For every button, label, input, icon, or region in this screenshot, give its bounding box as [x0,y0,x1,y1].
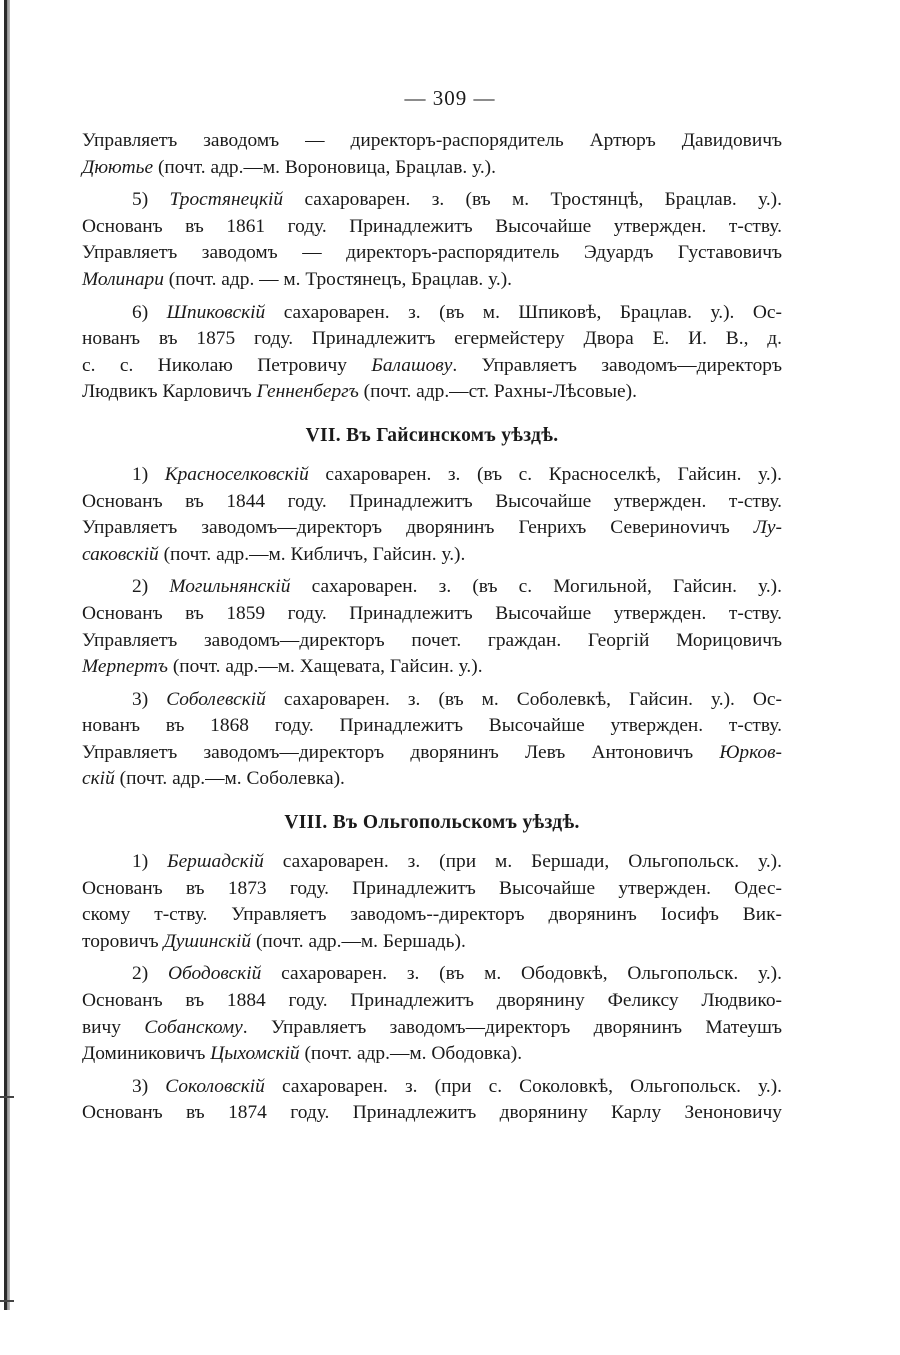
text-line [82,988,782,1015]
text-run: 2) [132,576,170,598]
italic-name: скій [82,768,115,790]
text-line [82,155,782,182]
text-run: . Управляетъ заводомъ—директоръ [452,354,783,376]
text-run: сахароварен. з. (при м. Бершади, Ольгопольск. у.). [263,851,782,873]
text-line [82,1041,782,1068]
italic-name: Ободовскій [167,963,262,985]
text-line [82,628,782,655]
text-line [82,601,782,628]
text-run: сахароварен. з. (при с. Соколовкѣ, Ольгопольск. у.). [264,1075,782,1097]
italic-name: Бершадскій [167,851,264,873]
text-line [82,240,782,267]
text-line [82,740,782,767]
text-run: 2) [132,963,168,985]
text-run: 6) [132,301,167,323]
italic-name: Цыхомскій [210,1043,300,1065]
italic-name: Соколовскій [165,1075,265,1097]
text-run: сахароварен. з. (въ с. Могильной, Гайсин. у.). [290,576,782,598]
text-line [82,128,782,155]
italic-name: саковскій [82,543,159,565]
binding-mark [0,1096,14,1098]
text-line [82,876,782,903]
text-run: сахароварен. з. (въ м. Соболевкѣ, Гайсин. у.). Ос- [265,688,782,710]
text-run: нованъ въ 1868 году. Принадлежитъ Высочайше утвержден. т-ству. [82,715,782,737]
text-line [82,654,782,681]
text-line [82,379,782,406]
text-run: (почт. адр.—м. Кибличъ, Гайсин. у.). [158,543,466,565]
italic-name: Генненбергъ [256,381,359,403]
text-run: сахароварен. з. (въ м. Шпиковѣ, Брацлав. у.). Ос- [265,301,782,323]
italic-name: Дюютье [82,156,154,178]
text-line [82,214,782,241]
italic-name: Красноселковскій [164,463,309,485]
text-line [82,353,782,380]
text-line [82,687,782,714]
text-run: Основанъ въ 1873 году. Принадлежитъ Высочайше утвержден. Одес- [82,877,782,899]
text-line [82,713,782,740]
text-run: 5) [132,189,170,211]
text-run: Основанъ въ 1859 году. Принадлежитъ Высочайше утвержден. т-ству. [82,602,782,624]
text-line [82,1015,782,1042]
italic-name: Шпиковскій [166,301,266,323]
text-run: сахароварен. з. (въ м. Ободовкѣ, Ольгопольск. у.). [261,963,782,985]
text-run: Людвикъ Карловичъ [82,381,257,403]
text-run: сахароварен. з. (въ с. Красноселкѣ, Гайсин. у.). [308,463,782,485]
italic-name: Мерпертъ [82,656,168,678]
text-run: . Управляетъ заводомъ—директоръ дворянинъ Матеушъ [242,1016,782,1038]
text-run: Управляетъ заводомъ—директоръ почет. граждан. Георгій Морицовичъ [82,629,782,651]
text-line [82,267,782,294]
text-line [82,929,782,956]
text-run: (почт. адр.—м. Ободовка). [299,1043,523,1065]
text-run: Доминиковичъ [82,1043,211,1065]
text-run: с. с. Николаю Петровичу [82,354,372,376]
text-line [82,300,782,327]
text-line [82,489,782,516]
paragraph-gap [82,793,782,799]
text-line [82,961,782,988]
text-line [82,902,782,929]
text-run: Управляетъ заводомъ—директоръ дворянинъ Левъ Антоновичъ [82,741,720,763]
page-number: — 309 — [404,86,496,110]
text-line [82,1074,782,1101]
page-binding-edge [4,0,10,1310]
document-body [82,128,782,1133]
paragraph-gap [82,406,782,412]
text-run: (почт. адр.—м. Бершадь). [251,930,466,952]
text-line [82,766,782,793]
text-line [82,574,782,601]
italic-name: Тростянецкій [169,189,284,211]
text-run: (почт. адр.—ст. Рахны-Лѣсовые). [358,381,637,403]
text-run: Управляетъ заводомъ—директоръ дворянинъ Генрихъ Северинovичъ [82,517,754,539]
text-line [82,849,782,876]
text-run: (почт. адр. — м. Тростянецъ, Брацлав. у.). [163,268,513,290]
italic-name: Собанскому [144,1016,243,1038]
text-run: 3) [132,688,167,710]
text-run: (почт. адр.—м. Соболевка). [114,768,345,790]
italic-name: Могильнянскій [169,576,291,598]
text-run: вичу [82,1016,145,1038]
italic-name: Душинскій [163,930,252,952]
text-run: нованъ въ 1875 году. Принадлежитъ егермейстеру Двора Е. И. В., д. [82,328,782,350]
italic-name: Молинари [82,268,164,290]
section-heading: VIII. Въ Ольгопольскомъ уѣздѣ. [284,812,580,834]
text-run: Управляетъ заводомъ — директоръ-распорядитель Артюръ Давидовичъ [82,130,782,151]
text-line [82,462,782,489]
text-run: 1) [132,463,165,485]
italic-name: Соболевскій [166,688,266,710]
text-line [82,187,782,214]
text-run: Основанъ въ 1844 году. Принадлежитъ Высочайше утвержден. т-ству. [82,490,782,512]
text-run: Управляетъ заводомъ — директоръ-распорядитель Эдуардъ Густавовичъ [82,242,782,264]
text-run: 3) [132,1075,166,1097]
italic-name: Юрков- [719,741,782,763]
section-heading: VII. Въ Гайсинскомъ уѣздѣ. [305,424,559,446]
text-run: Основанъ въ 1874 году. Принадлежитъ дворянину Карлу Зеноновичу [82,1102,782,1124]
italic-name: Балашову [371,354,453,376]
text-run: (почт. адр.—м. Хащевата, Гайсин. у.). [168,656,483,678]
text-line [82,515,782,542]
binding-mark [0,1300,14,1302]
text-run: сахароварен. з. (въ м. Тростянцѣ, Брацлав. у.). [283,189,782,211]
text-run: торовичъ [82,930,164,952]
text-run: (почт. адр.—м. Вороновица, Брацлав. у.). [153,156,496,178]
paragraph-gap [82,1127,782,1133]
text-line [82,326,782,353]
text-run: Основанъ въ 1884 году. Принадлежитъ дворянину Феликсу Людвико- [82,990,782,1012]
text-line [82,1100,782,1127]
text-line [82,542,782,569]
text-run: 1) [132,851,168,873]
text-run: скому т-ству. Управляетъ заводомъ--директоръ дворянинъ Іосифъ Вик- [82,904,782,926]
italic-name: Лу- [753,517,782,539]
text-run: Основанъ въ 1861 году. Принадлежитъ Высочайше утвержден. т-ству. [82,215,782,237]
